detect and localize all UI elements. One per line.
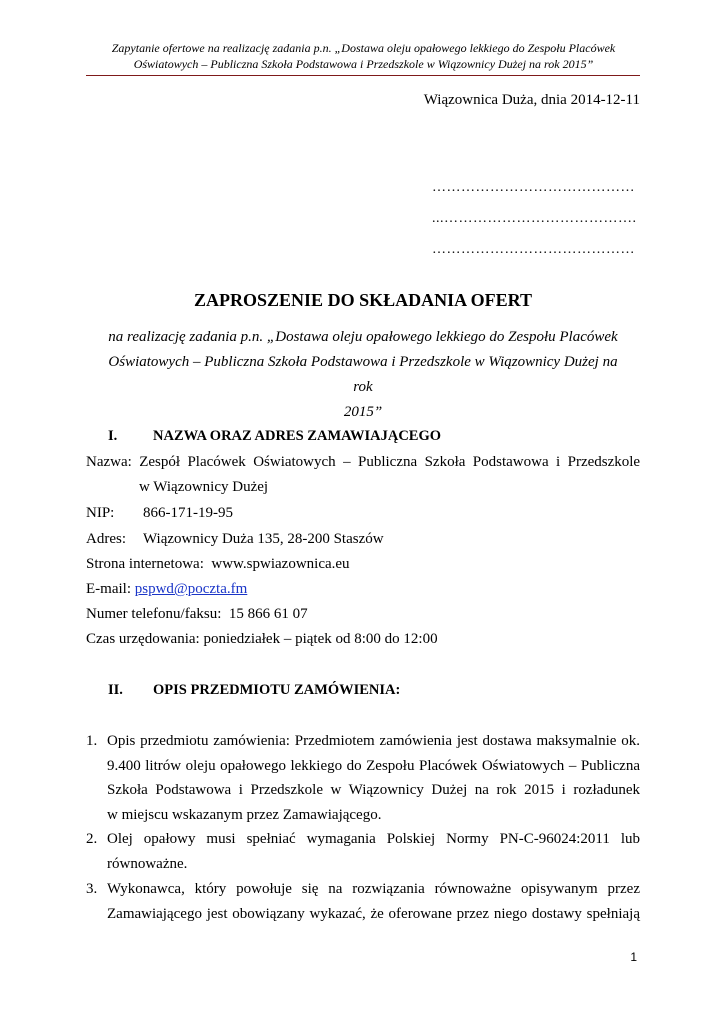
addressee-placeholder-2: ...…………………………………. xyxy=(432,211,637,226)
name-word: – xyxy=(343,454,351,470)
document-subtitle xyxy=(100,325,626,425)
section-2-title: OPIS PRZEDMIOTU ZAMÓWIENIA: xyxy=(153,682,401,698)
addressee-placeholder-1: …………………………………… xyxy=(432,180,635,195)
website-row xyxy=(86,556,350,573)
phone-label: Numer telefonu/faksu: xyxy=(86,606,222,622)
list-item-line: 9.400 litrów oleju opałowego lekkiego do Zespołu Placówek Oświatowych – Publiczna xyxy=(107,757,640,774)
list-item xyxy=(86,877,640,926)
subtitle-line-1: na realizację zadania p.n. „Dostawa oleju opałowego lekkiego do Zespołu Placówek xyxy=(108,329,618,345)
running-header xyxy=(86,40,641,72)
subtitle-line-3: 2015” xyxy=(343,404,383,420)
place-date: Wiązownica Duża, dnia 2014-12-11 xyxy=(423,92,640,108)
addressee-placeholder-3: …………………………………… xyxy=(432,242,635,257)
email-label: E-mail: xyxy=(86,581,131,597)
document-title: ZAPROSZENIE DO SKŁADANIA OFERT xyxy=(194,290,532,310)
email-link[interactable]: pspwd@poczta.fm xyxy=(134,581,248,597)
section-2-number: II. xyxy=(108,682,123,698)
name-word: Oświatowych xyxy=(253,454,336,470)
office-hours-value: poniedziałek – piątek od 8:00 do 12:00 xyxy=(203,631,438,647)
page-number: 1 xyxy=(630,950,637,964)
name-word: Podstawowa xyxy=(472,454,549,470)
section-1-heading xyxy=(108,428,441,445)
address-value: Wiązownicy Duża 135, 28-200 Staszów xyxy=(143,531,384,547)
phone-value: 15 866 61 07 xyxy=(228,606,308,622)
phone-row xyxy=(86,606,308,623)
subtitle-line-2: Oświatowych – Publiczna Szkoła Podstawowa i Przedszkole w Wiązownicy Dużej na rok xyxy=(108,354,618,395)
section-1-title: NAZWA ORAZ ADRES ZAMAWIAJĄCEGO xyxy=(153,428,442,444)
list-item-line: Szkoła Podstawowa i Przedszkole w Wiązownicy Dużej na rok 2015 i rozładunek xyxy=(107,782,640,798)
list-item-line: Opis przedmiotu zamówienia: Przedmiotem zamówienia jest dostawa maksymalnie ok. xyxy=(107,733,640,749)
name-word: Placówek xyxy=(187,454,246,470)
website-value: www.spwiazownica.eu xyxy=(211,556,350,572)
list-item-line: Wykonawca, który powołuje się na rozwiązania równoważne opisywanym przez xyxy=(107,881,640,897)
section-1-number: I. xyxy=(108,428,118,444)
office-hours-label: Czas urzędowania: xyxy=(86,631,200,647)
list-item-line: Zamawiającego jest obowiązany wykazać, że oferowane przez niego dostawy spełniają xyxy=(107,905,640,922)
name-word: Publiczna xyxy=(358,454,418,470)
contracting-authority-name-row xyxy=(86,454,640,471)
list-item-line: Olej opałowy musi spełniać wymagania Polskiej Normy PN-C-96024:2011 lub xyxy=(107,831,640,847)
address-row xyxy=(86,531,384,548)
email-row xyxy=(86,581,247,598)
list-item xyxy=(86,827,640,876)
name-word: i xyxy=(556,454,561,470)
name-word: Przedszkole xyxy=(567,454,641,470)
list-marker: 3. xyxy=(86,881,98,897)
header-line-2: Oświatowych – Publiczna Szkoła Podstawowa i Przedszkole w Wiązownicy Dużej na rok 2015” xyxy=(133,57,594,71)
header-line-1: Zapytanie ofertowe na realizację zadania p.n. „Dostawa oleju opałowego lekkiego do Zespołu Placówek xyxy=(111,41,616,55)
nip-label: NIP: xyxy=(86,505,115,521)
website-label: Strona internetowa: xyxy=(86,556,204,572)
name-word: Szkoła xyxy=(424,454,466,470)
section-2-heading xyxy=(108,682,400,699)
list-item xyxy=(86,729,640,827)
nip-row xyxy=(86,505,233,522)
name-word: Zespół xyxy=(139,454,181,470)
header-rule xyxy=(86,75,640,76)
list-item-line: w miejscu wskazanym przez Zamawiającego. xyxy=(107,806,382,823)
office-hours-row xyxy=(86,631,438,648)
list-marker: 2. xyxy=(86,831,98,847)
list-marker: 1. xyxy=(86,733,98,749)
address-label: Adres: xyxy=(86,531,126,547)
nip-value: 866-171-19-95 xyxy=(143,505,233,521)
name-continuation: w Wiązownicy Dużej xyxy=(139,479,269,495)
list-item-line: równoważne. xyxy=(107,855,188,872)
name-label: Nazwa: xyxy=(86,454,132,470)
